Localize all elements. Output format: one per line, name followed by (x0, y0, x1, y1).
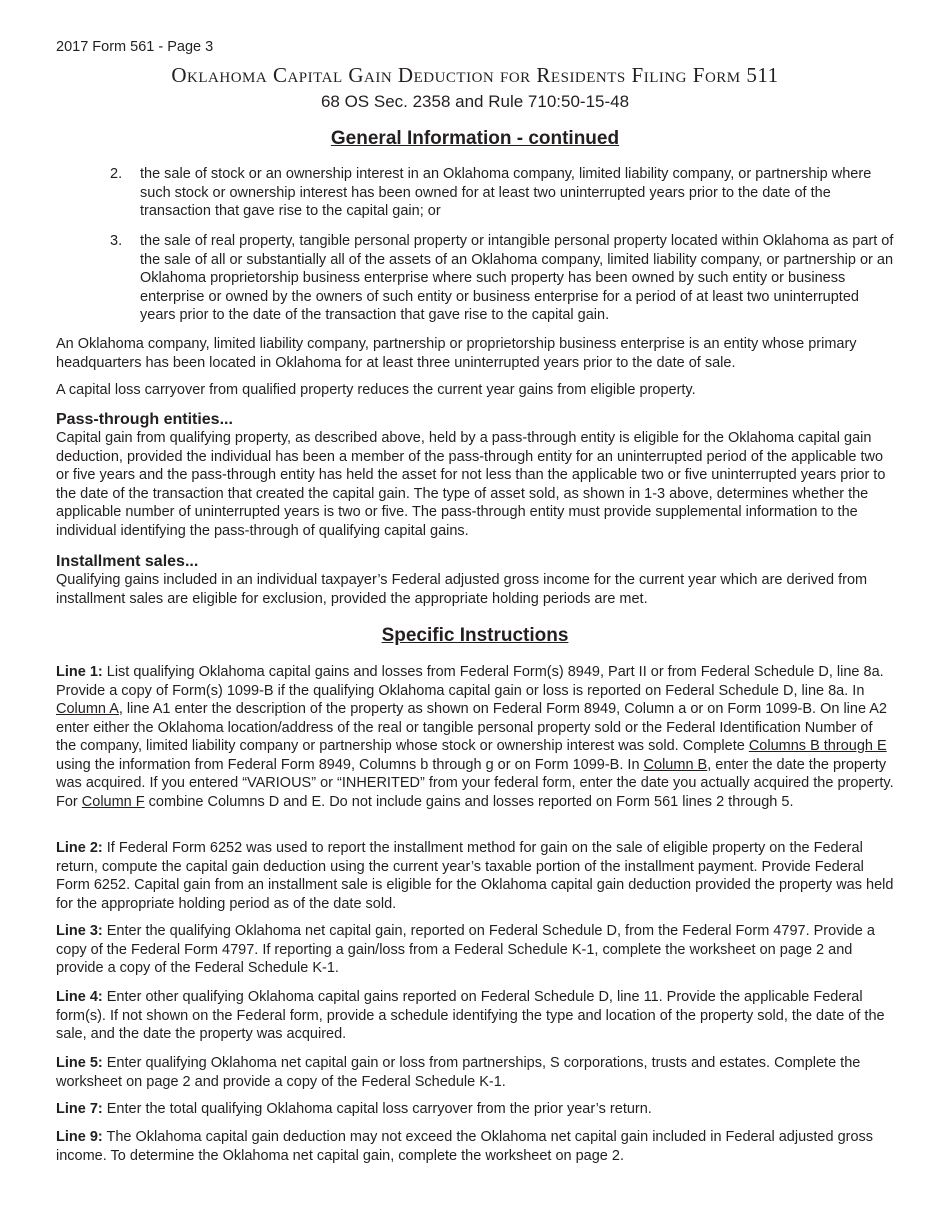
line-text: List qualifying Oklahoma capital gains and losses from Federal Form(s) 8949, Part II or from Federal Schedule D, line 8a. Provide a copy of Form(s) 1099-B if the qualifying Oklahoma capital gain or loss is reported on Federal Schedule D, line 8a. In (56, 664, 884, 699)
list-item-2 (110, 165, 896, 221)
pass-through-heading: Pass-through entities... (56, 411, 233, 428)
list-number: 3. (110, 233, 123, 249)
line-text: If Federal Form 6252 was used to report the installment method for gain on the sale of eligible property on the Federal return, compute the capital gain deduction using the current year’s taxable portion of the installment payment. Provide Federal Form 6252. Capital gain from an installment sale is eligible for the Oklahoma capital gain deduction provided the property was held for the appropriate holding period as of the date sold. (56, 840, 894, 912)
line-9-instructions (56, 1128, 896, 1165)
line-text: Enter other qualifying Oklahoma capital gains reported on Federal Schedule D, line 11. Provide the applicable Federal form(s). If not shown on the Federal form, provide a schedule identifying the type and location of the property sold, the date of the sale, and the date the property was acquired. (56, 989, 885, 1042)
list-number: 2. (110, 166, 123, 182)
line-2-instructions (56, 839, 896, 913)
form-title: Oklahoma Capital Gain Deduction for Residents Filing Form 511 (171, 63, 779, 87)
statute-reference: 68 OS Sec. 2358 and Rule 710:50-15-48 (320, 92, 630, 111)
line-label: Line 4: (56, 989, 103, 1005)
page-label: 2017 Form 561 - Page 3 (56, 39, 214, 55)
line-text: combine Columns D and E. Do not include gains and losses reported on Form 561 lines 2 through 5. (144, 793, 794, 810)
line-label: Line 2: (56, 840, 103, 856)
general-information-heading: General Information - continued (330, 128, 620, 149)
line-text: Enter the total qualifying Oklahoma capital loss carryover from the prior year’s return. (102, 1101, 652, 1117)
line-label: Line 9: (56, 1129, 103, 1145)
column-a-reference: Column A (56, 701, 119, 717)
loss-carryover-paragraph: A capital loss carryover from qualified property reduces the current year gains from eligible property. (56, 382, 696, 398)
line-text: Enter qualifying Oklahoma net capital gain or loss from partnerships, S corporations, trusts and estates. Complete the worksheet on page 2 and provide a copy of the Federal Schedule K-1. (56, 1055, 861, 1090)
line-text: , enter the date the property was acquired. If you entered “VARIOUS” or “INHERITED” from your federal form, enter the date you actually acquired the property. For (56, 756, 894, 810)
line-label: Line 1: (56, 664, 103, 680)
columns-b-through-e-reference: Columns B through E (748, 738, 887, 754)
line-label: Line 7: (56, 1101, 103, 1117)
line-4-instructions (56, 988, 896, 1044)
column-b-reference: Column B (643, 756, 708, 773)
line-1-instructions (56, 663, 896, 811)
line-text: The Oklahoma capital gain deduction may not exceed the Oklahoma net capital gain included in Federal adjusted gross income. To determine the Oklahoma net capital gain, complete the worksheet on page 2. (56, 1129, 874, 1164)
specific-instructions-heading: Specific Instructions (381, 625, 569, 646)
list-text: the sale of stock or an ownership interest in an Oklahoma company, limited liability company, or partnership where such stock or ownership interest has been owned for at least two uninterrupted years prior to the date of the transaction that gave rise to the capital gain; or (140, 166, 872, 219)
installment-sales-text: Qualifying gains included in an individual taxpayer’s Federal adjusted gross income for the current year which are derived from installment sales are eligible for exclusion, provided the appropriate holding periods are met. (56, 572, 868, 607)
line-3-instructions (56, 922, 896, 978)
list-text: the sale of real property, tangible personal property or intangible personal property located within Oklahoma as part of the sale of all or substantially all of the assets of an Oklahoma company, limited liability company, or partnership or an Oklahoma proprietorship business enterprise where such property has been owned by such entity or business enterprise or owned by the owners of such entity or business enterprise for a period of at least two uninterrupted years prior to the date of the transaction that gave rise to the capital gain. (140, 233, 894, 323)
line-text: using the information from Federal Form 8949, Columns b through g or on Form 1099-B. In (56, 756, 644, 773)
list-item-3 (110, 232, 896, 325)
line-7-instructions (56, 1100, 896, 1119)
installment-sales-section (56, 552, 896, 608)
line-text: Enter the qualifying Oklahoma net capital gain, reported on Federal Schedule D, from the Federal Form 4797. Provide a copy of the Federal Form 4797. If reporting a gain/loss from a Federal Schedule K-1, complete the worksheet on page 2 and provide a copy of the Federal Schedule K-1. (56, 923, 875, 976)
qualifying-entity-paragraph: An Oklahoma company, limited liability company, partnership or proprietorship business enterprise is an entity whose primary headquarters has been located in Oklahoma for at least three uninterrupted years prior to the date of sale. (56, 336, 857, 371)
pass-through-section (56, 410, 896, 540)
installment-sales-heading: Installment sales... (56, 553, 199, 570)
line-5-instructions (56, 1054, 896, 1091)
pass-through-text: Capital gain from qualifying property, as described above, held by a pass-through entity is eligible for the Oklahoma capital gain deduction, provided the individual has been a member of the pass-through entity for an uninterrupted period of the applicable two or five years and the pass-through entity has held the asset for not less than the applicable two or five uninterrupted years prior to the date of the transaction that created the capital gain. The type of asset sold, as shown in 1-3 above, determines whether the applicable number of uninterrupted years is two or five. The pass-through entity must provide supplemental information to the individual identifying the pass-through of qualifying capital gains. (56, 430, 886, 539)
line-label: Line 3: (56, 923, 103, 939)
line-label: Line 5: (56, 1055, 103, 1071)
column-f-reference: Column F (81, 793, 145, 810)
line-text: , line A1 enter the description of the property as shown on Federal Form 8949, Column a or on Form 1099-B. On line A2 enter either the Oklahoma location/address of the real or tangible personal property sold or the Federal Identification Number of the company, limited liability company or partnership whose stock or ownership interest was sold. Complete (56, 701, 887, 754)
